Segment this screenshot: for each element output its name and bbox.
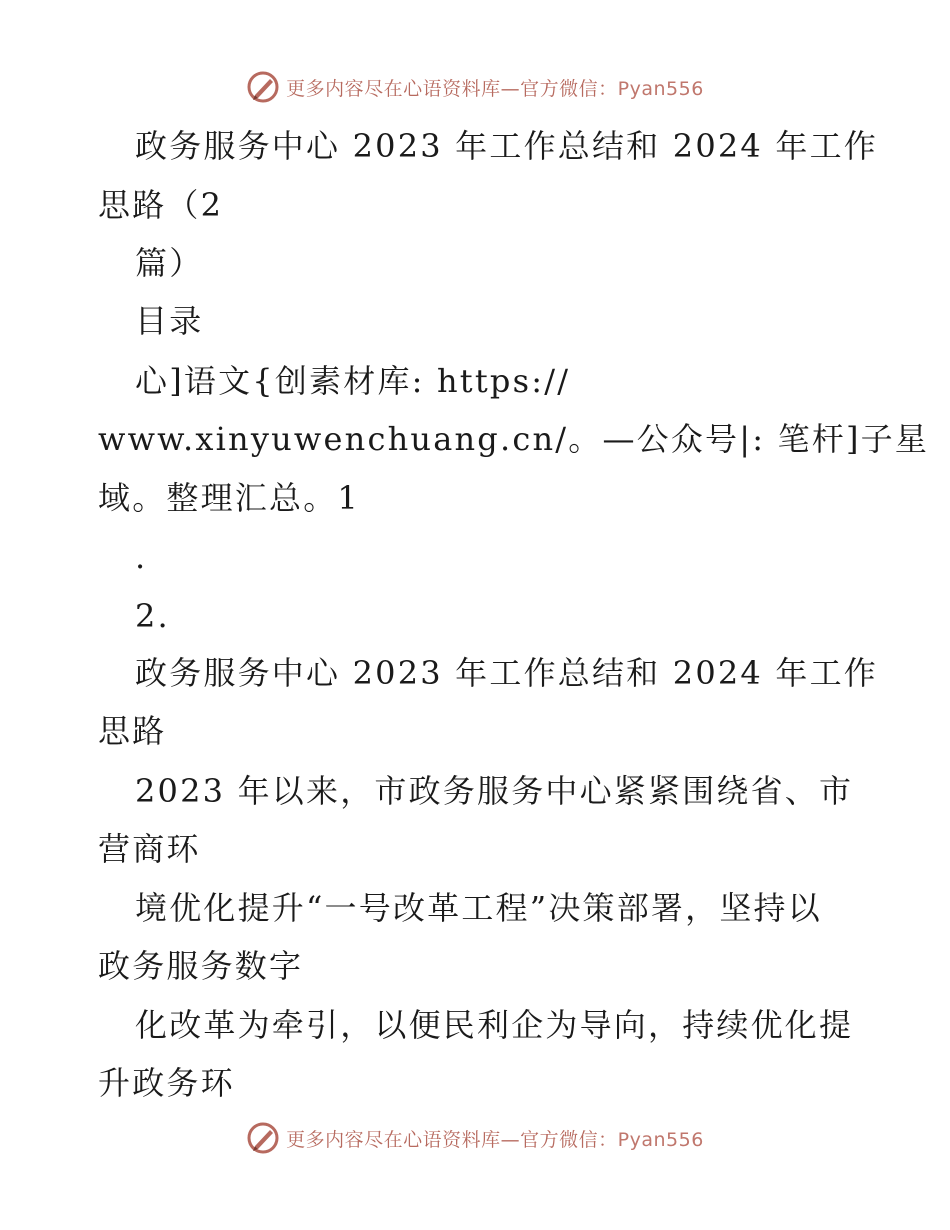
section-title-line-2: 思路	[98, 712, 167, 750]
section-title-line-1: 政务服务中心 2023 年工作总结和 2024 年工作	[135, 654, 878, 692]
header-watermark	[0, 70, 950, 104]
toc-heading: 目录	[135, 302, 204, 340]
paragraph-line: 政务服务数字	[98, 947, 304, 985]
paragraph-line: 升政务环	[98, 1064, 235, 1102]
toc-item-2: 2.	[135, 597, 170, 635]
source-line-3: 域。整理汇总。1	[98, 479, 360, 517]
paragraph-line: 2023 年以来，市政务服务中心紧紧围绕省、市	[135, 772, 854, 810]
pen-logo-icon	[246, 1121, 280, 1155]
paragraph-line: 营商环	[98, 830, 201, 868]
toc-item-dot: .	[135, 538, 148, 576]
paragraph-line: 境优化提升“一号改革工程”决策部署，坚持以	[135, 889, 822, 927]
doc-title-line-1: 政务服务中心 2023 年工作总结和 2024 年工作	[135, 127, 878, 165]
doc-title-line-3: 篇）	[135, 244, 204, 282]
doc-title-line-2: 思路（2	[98, 186, 224, 224]
watermark-text: 更多内容尽在心语资料库—官方微信：Pyan556	[286, 77, 704, 100]
source-line-1: 心]语文{创素材库: https://	[135, 362, 571, 400]
watermark-text: 更多内容尽在心语资料库—官方微信：Pyan556	[286, 1128, 704, 1151]
source-line-2: www.xinyuwenchuang.cn/。—公众号|: 笔杆]子星	[98, 420, 930, 458]
paragraph-line: 化改革为牵引，以便民利企为导向，持续优化提	[135, 1006, 854, 1044]
pen-logo-icon	[246, 70, 280, 104]
footer-watermark	[0, 1121, 950, 1155]
